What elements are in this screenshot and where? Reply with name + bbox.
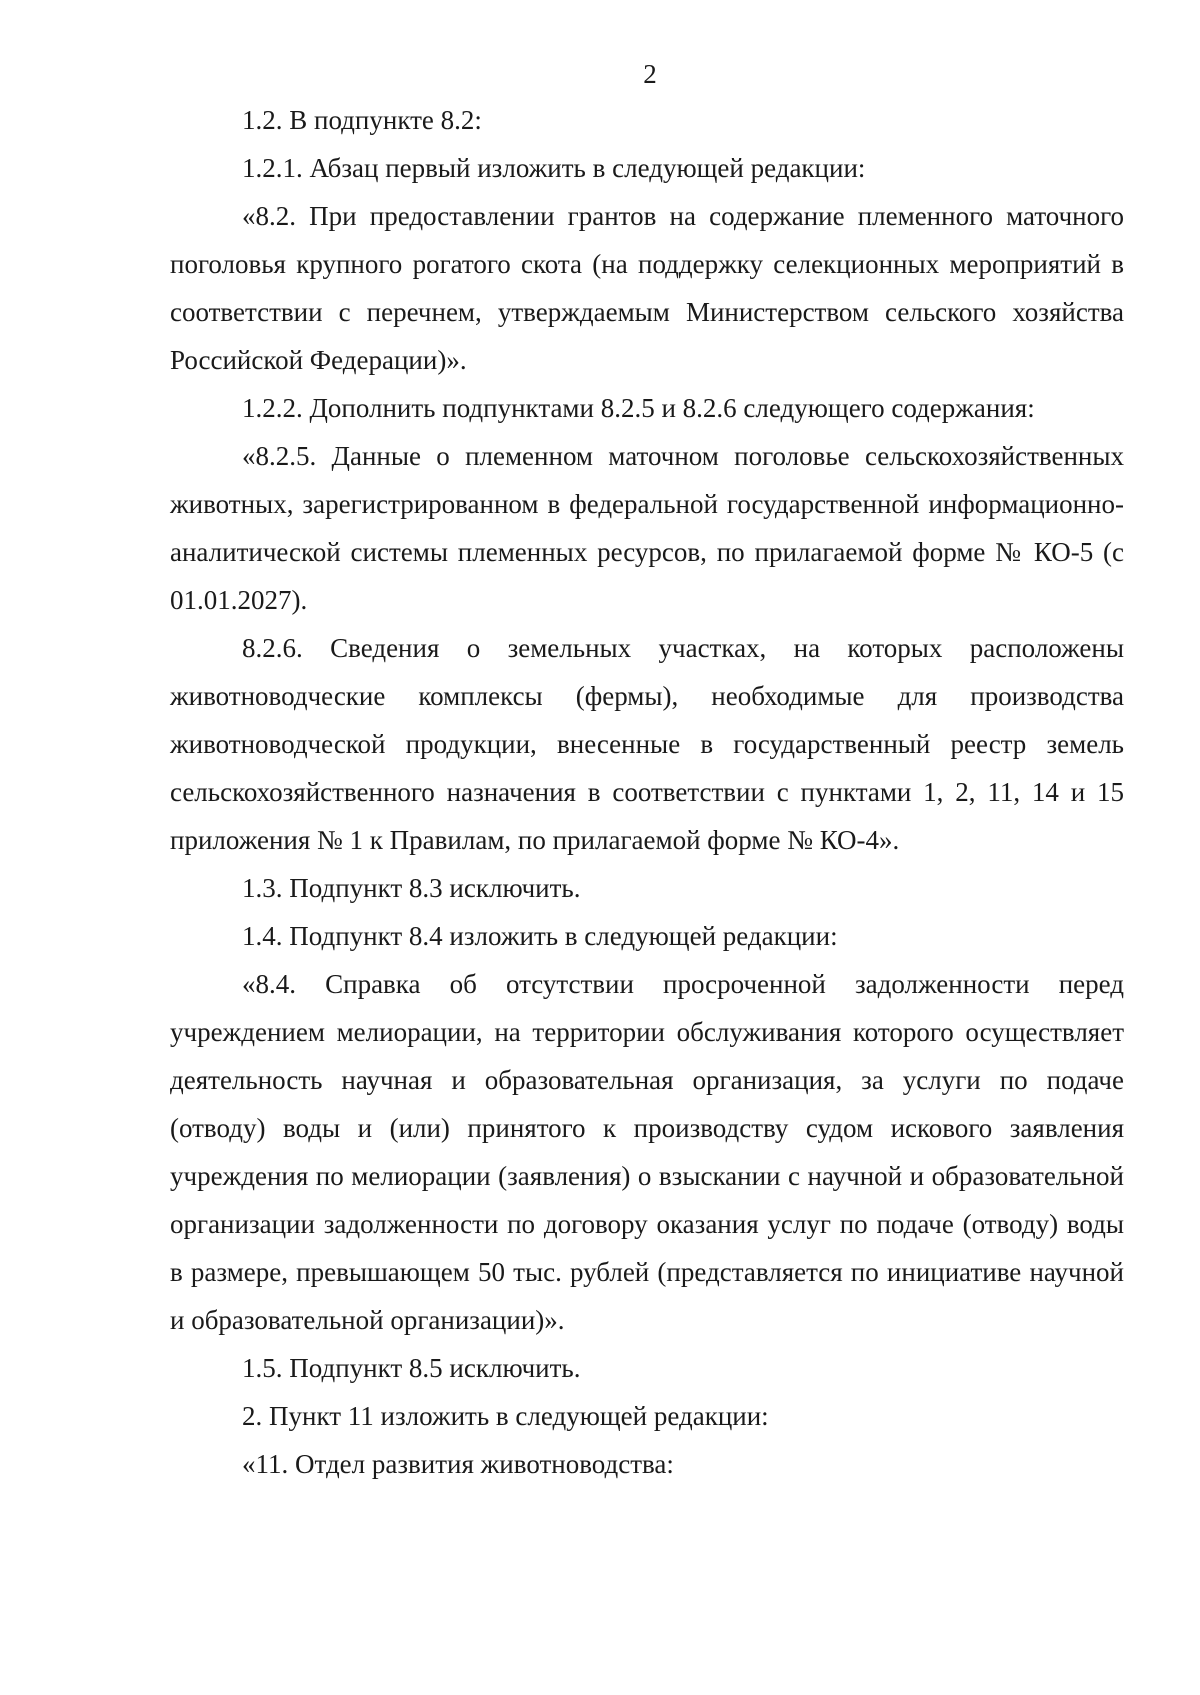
- paragraph-11-quote: «11. Отдел развития животноводства:: [242, 1449, 674, 1479]
- paragraph-2: 2. Пункт 11 изложить в следующей редакции:: [242, 1401, 769, 1431]
- page-number: 2: [643, 59, 657, 89]
- paragraph-8-2-5: «8.2.5. Данные о племенном маточном поголовье сельскохозяйственных животных, зарегистрированном в федеральной государственной информационно-аналитической системы племенных ресурсов, по прилагаемой форме № КО-5 (с 01.01.2027).: [170, 441, 1124, 615]
- paragraph-8-2-quote: «8.2. При предоставлении грантов на содержание племенного маточного поголовья крупного рогатого скота (на поддержку селекционных мероприятий в соответствии с перечнем, утверждаемым Министерством сельского хозяйства Российской Федерации)».: [170, 201, 1124, 375]
- paragraph-1-2-1: 1.2.1. Абзац первый изложить в следующей редакции:: [242, 153, 866, 183]
- paragraph-1-2: 1.2. В подпункте 8.2:: [242, 105, 482, 135]
- document-body: [170, 96, 1124, 1488]
- paragraph-1-4: 1.4. Подпункт 8.4 изложить в следующей редакции:: [242, 921, 838, 951]
- paragraph-8-2-6: 8.2.6. Сведения о земельных участках, на которых расположены животноводческие комплексы (фермы), необходимые для производства животноводческой продукции, внесенные в государственный реестр земель сельскохозяйственного назначения в соответствии с пунктами 1, 2, 11, 14 и 15 приложения № 1 к Правилам, по прилагаемой форме № КО-4».: [170, 633, 1124, 855]
- paragraph-1-5: 1.5. Подпункт 8.5 исключить.: [242, 1353, 581, 1383]
- paragraph-8-4-quote: «8.4. Справка об отсутствии просроченной задолженности перед учреждением мелиорации, на территории обслуживания которого осуществляет деятельность научная и образовательная организация, за услуги по подаче (отводу) воды и (или) принятого к производству судом искового заявления учреждения по мелиорации (заявления) о взыскании с научной и образовательной организации задолженности по договору оказания услуг по подаче (отводу) воды в размере, превышающем 50 тыс. рублей (представляется по инициативе научной и образовательной организации)».: [170, 969, 1124, 1335]
- paragraph-1-2-2: 1.2.2. Дополнить подпунктами 8.2.5 и 8.2.6 следующего содержания:: [242, 393, 1035, 423]
- paragraph-1-3: 1.3. Подпункт 8.3 исключить.: [242, 873, 581, 903]
